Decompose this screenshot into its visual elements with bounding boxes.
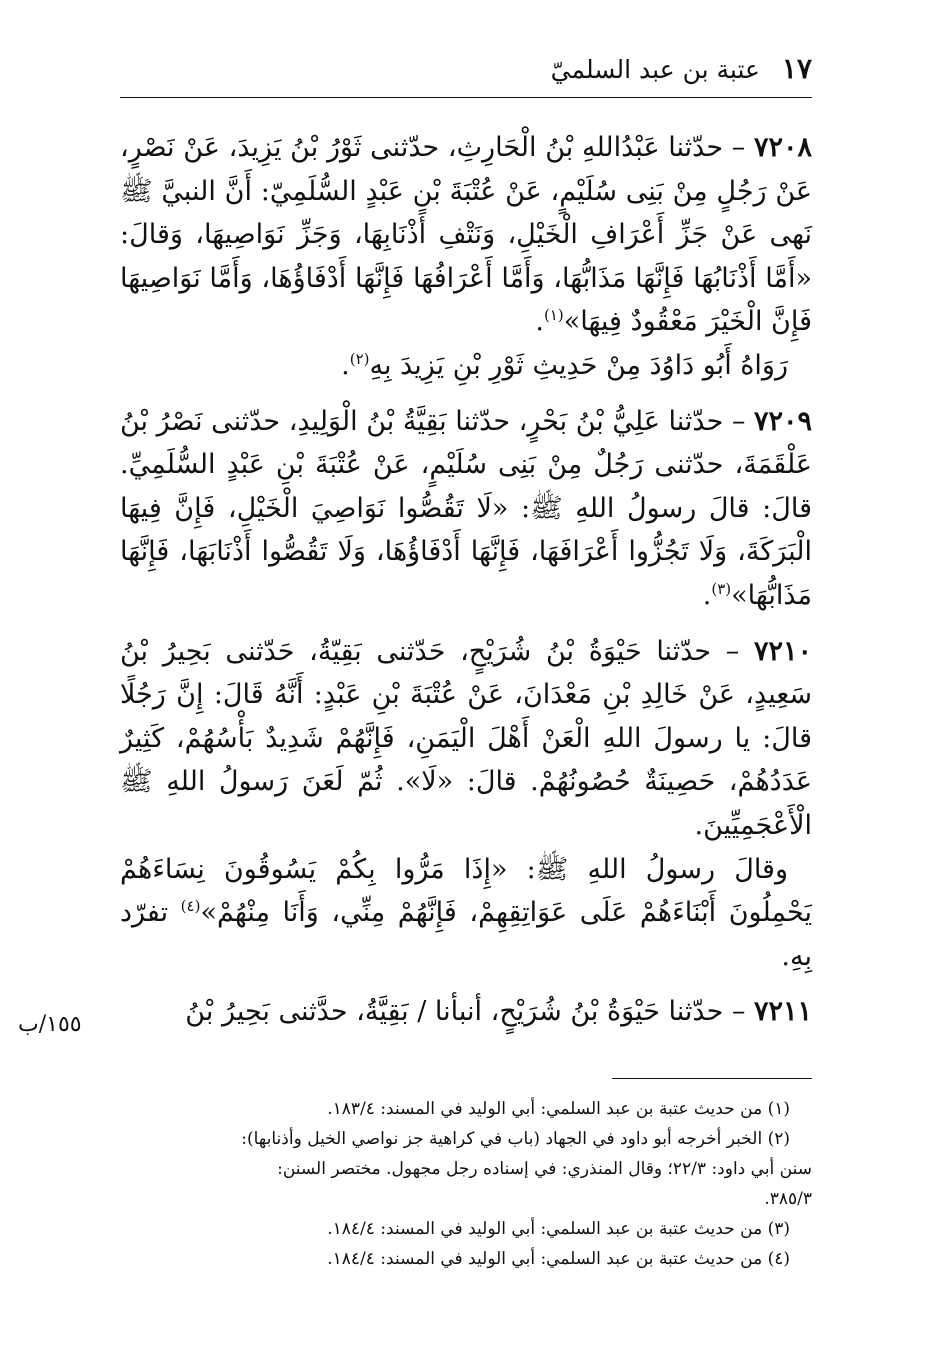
footnote-rule [612, 1078, 812, 1079]
riwayah-note [120, 344, 812, 388]
header-rule [120, 97, 812, 98]
hadith-7210-continuation [120, 848, 812, 979]
riwayah-text: رَوَاهُ أَبُو دَاوُدَ مِنْ حَدِيثِ ثَوْرِ بْنِ يَزِيدَ بِهِ [369, 349, 788, 381]
footnote-3: (٣) من حديث عتبة بن عبد السلمي: أبي الوليد في المسند: ١٨٤/٤. [327, 1219, 790, 1239]
hadith-text: وقالَ رسولُ اللهِ ﷺ: «إِذَا مَرُّوا بِكُمْ يَسُوقُونَ نِسَاءَهُمْ يَحْمِلُونَ أَبْنَاءَهُمْ عَلَى عَوَاتِقِهِمْ، فَإِنَّهُمْ مِنِّي، وَأَنَا مِنْهُمْ» [120, 853, 812, 929]
footnote-2-line-2: سنن أبي داود: ٢٢/٣؛ وقال المنذري: في إسناده رجل مجهول. مختصر السنن: [277, 1159, 812, 1179]
hadith-end: . [702, 579, 712, 611]
footnote-ref: (١) [543, 306, 564, 325]
hadith-7211 [120, 990, 812, 1034]
riwayah-end: . [341, 349, 350, 381]
footnote-ref: (٤) [180, 897, 201, 916]
hadith-number: ٧٢٠٩ [753, 405, 812, 437]
footnote-2-line-3: ٣٨٥/٣. [764, 1189, 812, 1209]
hadith-text: – حدّثنا عَلِيُّ بْنُ بَحْرٍ، حدّثنا بَقِيَّةُ بْنُ الْوَلِيدِ، حدّثنى نَصْرُ بْنُ عَلْقَمَةَ، حدّثنى رَجُلٌ مِنْ بَنِى سُلَيْمٍ، عَنْ عُتْبَةَ بْنِ عَبْدٍ السُّلَمِيِّ. قالَ: قالَ رسولُ اللهِ ﷺ: «لَا تَقُصُّوا نَوَاصِيَ الْخَيْلِ، فَإِنَّ فِيهَا الْبَرَكَةَ، وَلَا تَجُزُّوا أَعْرَافَهَا، فَإِنَّهَا أَدْفَاؤُهَا، وَلَا تَقُصُّوا أَذْنَابَهَا، فَإِنَّهَا مَذَابُّهَا» [120, 405, 812, 611]
hadith-number: ٧٢٠٨ [754, 132, 813, 163]
running-title: عتبة بن عبد السلميّ [550, 55, 760, 84]
running-header [120, 52, 812, 85]
page-number: ١٧ [781, 52, 812, 85]
hadith-7210 [120, 630, 812, 848]
footnotes [120, 1094, 812, 1274]
hadith-7209 [120, 400, 812, 618]
hadith-number: ٧٢١٠ [753, 635, 812, 667]
main-text [120, 126, 812, 1034]
hadith-end: تفرّد بِهِ. [120, 897, 812, 972]
footnote-1: (١) من حديث عتبة بن عبد السلمي: أبي الوليد في المسند: ١٨٣/٤. [327, 1099, 790, 1119]
hadith-7208 [120, 126, 812, 344]
hadith-text: – حدّثنا حَيْوَةُ بْنُ شُرَيْحٍ، حَدّثنى بَقِيّةُ، حَدّثنى بَحِيرُ بْنُ سَعِيدٍ، عَنْ خَالِدِ بْنِ مَعْدَانَ، عَنْ عُتْبَةَ بْنِ عَبْدٍ: أَنَّهُ قَالَ: إِنَّ رَجُلًا قالَ: يا رسولَ اللهِ الْعَنْ أَهْلَ الْيَمَنِ، فَإِنَّهُمْ شَدِيدٌ بَأْسُهُمْ، كَثِيرٌ عَدَدُهُمْ، حَصِينَةٌ حُصُونُهُمْ. قالَ: «لَا». ثُمّ لَعَنَ رَسولُ اللهِ ﷺ الْأَعْجَمِيِّينَ. [120, 635, 812, 841]
marginal-folio-note: ١٥٥/ب [18, 1012, 82, 1037]
footnote-2: (٢) الخبر أخرجه أبو داود في الجهاد (باب في كراهية جز نواصي الخيل وأذنابها): [241, 1129, 790, 1149]
hadith-number: ٧٢١١ [753, 996, 812, 1028]
footnote-ref: (٣) [711, 579, 732, 598]
hadith-end: . [535, 306, 544, 338]
hadith-text: – حدّثنا حَيْوَةُ بْنُ شُرَيْحٍ، أنبأنا / بَقِيَّةُ، حدَّثنى بَحِيرُ بْنُ [185, 996, 746, 1028]
hadith-text: – حدّثنا عَبْدُاللهِ بْنُ الْحَارِثِ، حدّثنى ثَوْرُ بْنُ يَزِيدَ، عَنْ نَصْرٍ، عَنْ رَجُلٍ مِنْ بَنِى سُلَيْمٍ، عَنْ عُتْبَةَ بْنِ عَبْدٍ السُّلَمِيّ: أَنَّ النبيَّ ﷺ نَهى عَنْ جَزِّ أَعْرَافِ الْخَيْلِ، وَنَتْفِ أَذْنَابِهَا، وَجَزِّ نَوَاصِيهَا، وَقالَ: «أَمَّا أَذْنَابُهَا فَإِنَّهَا مَذَابُّهَا، وَأَمَّا أَعْرَافُهَا فَإِنَّهَا أَدْفَاؤُهَا، وَأَمَّا نَوَاصِيهَا فَإِنَّ الْخَيْرَ مَعْقُودٌ فِيهَا» [120, 132, 812, 338]
footnote-ref: (٢) [349, 349, 370, 368]
footnote-4: (٤) من حديث عتبة بن عبد السلمي: أبي الوليد في المسند: ١٨٤/٤. [327, 1249, 790, 1269]
